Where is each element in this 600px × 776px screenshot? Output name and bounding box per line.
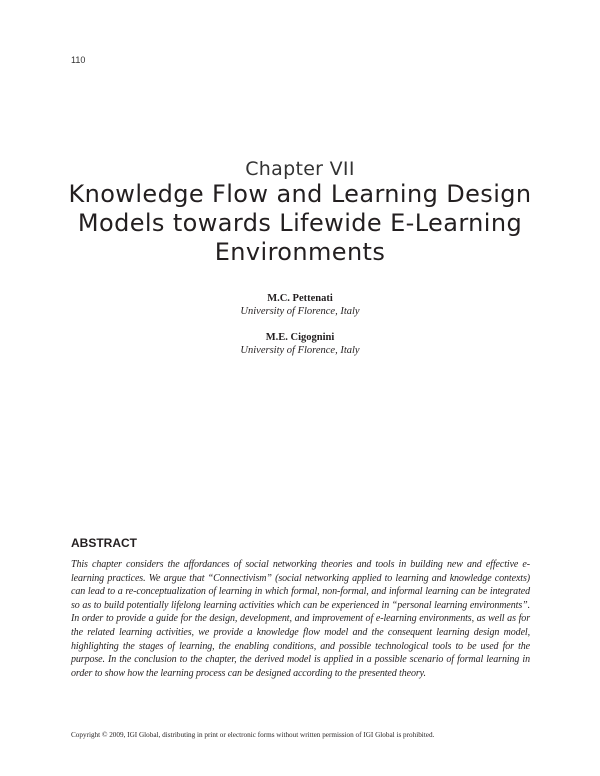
author-block	[0, 331, 600, 357]
author-block	[0, 292, 600, 318]
chapter-label: Chapter VII	[245, 158, 355, 180]
author-name: M.C. Pettenati	[267, 293, 333, 304]
abstract-body: This chapter considers the affordances of social networking theories and tools in building new and effective e-learning practices. We argue that “Connectivism” (social networking applied to learning and knowledge contexts) can lead to a re-conceptualization of learning in which formal, non-formal, and informal learning can be integrated so as to build potentially lifelong learning activities which can be experienced in “personal learning environments”. In order to provide a guide for the design, development, and improvement of e-learning environments, as well as for the related learning activities, we provide a knowledge flow model and the consequent learning design model, highlighting the stages of learning, the enabling conditions, and possible technological tools to be used for the purpose. In the conclusion to the chapter, the derived model is applied in a possible scenario of formal learning in order to show how the learning process can be designed according to the presented theory.	[71, 559, 530, 679]
abstract-heading: ABSTRACT	[71, 536, 137, 550]
author-name: M.E. Cigognini	[265, 332, 335, 343]
author-affiliation: University of Florence, Italy	[240, 306, 360, 317]
copyright-notice: Copyright © 2009, IGI Global, distributing in print or electronic forms without written permission of IGI Global is prohibited.	[71, 731, 435, 739]
author-affiliation: University of Florence, Italy	[240, 345, 360, 356]
chapter-title: Knowledge Flow and Learning Design Models towards Lifewide E-Learning Environments	[68, 180, 532, 266]
page-number: 110	[71, 55, 86, 65]
